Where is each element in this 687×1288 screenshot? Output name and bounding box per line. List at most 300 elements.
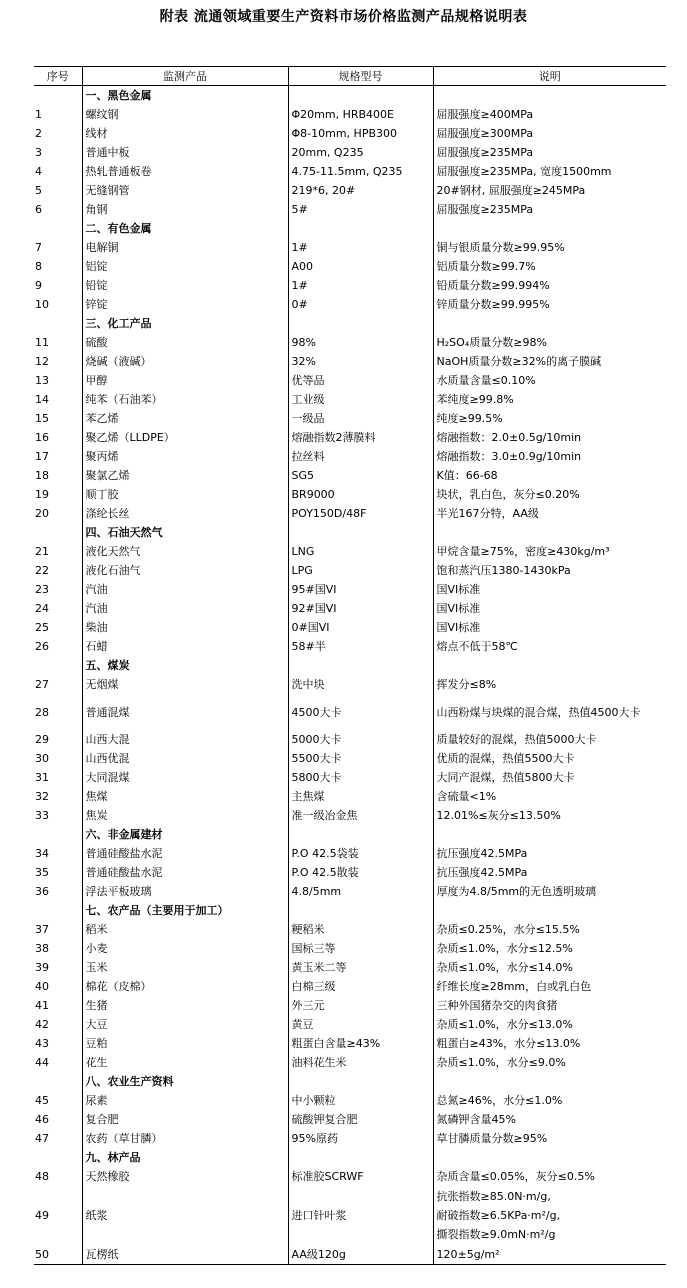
table-row [34, 409, 666, 428]
spec-cell: AA级120g [288, 1245, 433, 1265]
index-cell: 49 [35, 1209, 49, 1222]
table-row [34, 675, 666, 694]
table-row [34, 352, 666, 371]
description-cell: 120±5g/m² [433, 1245, 666, 1265]
product-cell: 普通硅酸盐水泥 [82, 863, 288, 882]
description-cell: 屈服强度≥400MPa [433, 105, 666, 124]
description-cell: 铝质量分数≥99.7% [433, 257, 666, 276]
category-row [34, 1072, 666, 1091]
product-cell: 豆粕 [82, 1034, 288, 1053]
spec-cell: 98% [288, 333, 433, 352]
product-cell: 电解铜 [82, 238, 288, 257]
product-cell: 涤纶长丝 [82, 504, 288, 523]
description-cell: 杂质≤1.0%，水分≤9.0% [433, 1053, 666, 1072]
spec-cell [288, 219, 433, 238]
index-cell: 27 [35, 678, 49, 691]
index-cell [34, 825, 82, 844]
table-row [34, 599, 666, 618]
description-cell: 熔融指数：2.0±0.5g/10min [433, 428, 666, 447]
description-cell: 杂质≤1.0%，水分≤14.0% [433, 958, 666, 977]
spec-cell [288, 656, 433, 675]
table-row [34, 1167, 666, 1186]
spec-cell: P.O 42.5袋装 [288, 844, 433, 863]
description-cell [433, 1148, 666, 1167]
index-cell: 9 [35, 279, 42, 292]
description-cell: 草甘膦质量分数≥95% [433, 1129, 666, 1148]
description-cell: 纯度≥99.5% [433, 409, 666, 428]
index-cell: 34 [35, 847, 49, 860]
product-cell: 聚氯乙烯 [82, 466, 288, 485]
description-cell: 20#钢材, 屈服强度≥245MPa [433, 181, 666, 200]
table-row [34, 768, 666, 787]
product-cell: 顺丁胶 [82, 485, 288, 504]
spec-cell: 219*6, 20# [288, 181, 433, 200]
table-row [34, 977, 666, 996]
category-row [34, 1148, 666, 1167]
table-row [34, 844, 666, 863]
table-row [34, 542, 666, 561]
index-cell: 8 [35, 260, 42, 273]
table-row [34, 181, 666, 200]
spec-cell [288, 86, 433, 106]
table-row [34, 1186, 666, 1245]
category-row [34, 219, 666, 238]
index-cell: 35 [35, 866, 49, 879]
table-row [34, 276, 666, 295]
spec-cell: 黄玉米二等 [288, 958, 433, 977]
product-cell: 螺纹钢 [82, 105, 288, 124]
index-cell: 41 [35, 999, 49, 1012]
description-cell: 杂质含量≤0.05%，灰分≤0.5% [433, 1167, 666, 1186]
product-cell: 生猪 [82, 996, 288, 1015]
spec-cell: 白棉三级 [288, 977, 433, 996]
description-cell [433, 219, 666, 238]
description-cell: 三种外国猪杂交的肉食猪 [433, 996, 666, 1015]
spec-cell [288, 901, 433, 920]
table-row [34, 561, 666, 580]
product-cell: 液化石油气 [82, 561, 288, 580]
index-cell: 43 [35, 1037, 49, 1050]
spec-cell: 1# [288, 276, 433, 295]
table-header-row [34, 67, 666, 86]
index-cell: 14 [35, 393, 49, 406]
description-cell: 屈服强度≥300MPa [433, 124, 666, 143]
table-row [34, 1053, 666, 1072]
spec-cell: 20mm, Q235 [288, 143, 433, 162]
index-cell: 42 [35, 1018, 49, 1031]
description-cell: 总氮≥46%，水分≤1.0% [433, 1091, 666, 1110]
index-cell: 31 [35, 771, 49, 784]
index-cell: 17 [35, 450, 49, 463]
product-cell: 聚乙烯（LLDPE） [82, 428, 288, 447]
spec-cell: 1# [288, 238, 433, 257]
description-cell: 锌质量分数≥99.995% [433, 295, 666, 314]
table-row [34, 730, 666, 749]
description-cell: 苯纯度≥99.8% [433, 390, 666, 409]
table-row [34, 637, 666, 656]
category-row [34, 825, 666, 844]
product-cell: 复合肥 [82, 1110, 288, 1129]
spec-cell: 5# [288, 200, 433, 219]
table-row [34, 806, 666, 825]
table-row [34, 390, 666, 409]
description-cell: 抗张指数≥85.0N·m/g, 耐破指数≥6.5KPa·m²/g, 撕裂指数≥9.0mN·m²/g [433, 1186, 666, 1245]
table-row [34, 200, 666, 219]
index-cell [34, 219, 82, 238]
table-row [34, 124, 666, 143]
description-cell: 屈服强度≥235MPa [433, 143, 666, 162]
product-cell: 烧碱（液碱） [82, 352, 288, 371]
spec-cell: 进口针叶浆 [288, 1186, 433, 1245]
spec-cell: LNG [288, 542, 433, 561]
index-cell: 32 [35, 790, 49, 803]
table-row [34, 1015, 666, 1034]
category-label: 九、林产品 [82, 1148, 288, 1167]
index-cell: 7 [35, 241, 42, 254]
spec-cell: 硫酸钾复合肥 [288, 1110, 433, 1129]
table-body [34, 86, 666, 1265]
index-cell [34, 1148, 82, 1167]
description-cell: 半光167分特，AA级 [433, 504, 666, 523]
spec-cell: 黄豆 [288, 1015, 433, 1034]
header-product: 监测产品 [82, 67, 288, 86]
index-cell: 25 [35, 621, 49, 634]
category-label: 八、农业生产资料 [82, 1072, 288, 1091]
index-cell [34, 314, 82, 333]
spec-cell [288, 825, 433, 844]
product-cell: 焦炭 [82, 806, 288, 825]
index-cell: 16 [35, 431, 49, 444]
spec-cell: 4500大卡 [288, 694, 433, 730]
index-cell: 15 [35, 412, 49, 425]
table-row [34, 996, 666, 1015]
index-cell: 24 [35, 602, 49, 615]
product-cell: 浮法平板玻璃 [82, 882, 288, 901]
spec-cell: 5000大卡 [288, 730, 433, 749]
table-row [34, 882, 666, 901]
description-cell: 抗压强度42.5MPa [433, 863, 666, 882]
description-cell: 屈服强度≥235MPa, 宽度1500mm [433, 162, 666, 181]
product-cell: 普通硅酸盐水泥 [82, 844, 288, 863]
table-row [34, 238, 666, 257]
index-cell: 2 [35, 127, 42, 140]
spec-cell: 32% [288, 352, 433, 371]
spec-cell: 中小颗粒 [288, 1091, 433, 1110]
product-cell: 铝锭 [82, 257, 288, 276]
index-cell: 44 [35, 1056, 49, 1069]
index-cell: 18 [35, 469, 49, 482]
spec-cell: 洗中块 [288, 675, 433, 694]
spec-cell: A00 [288, 257, 433, 276]
spec-cell: 工业级 [288, 390, 433, 409]
description-cell: 杂质≤1.0%，水分≤12.5% [433, 939, 666, 958]
index-cell: 50 [34, 1245, 82, 1265]
product-cell: 线材 [82, 124, 288, 143]
description-cell: 优质的混煤，热值5500大卡 [433, 749, 666, 768]
spec-cell: 0#国VI [288, 618, 433, 637]
spec-cell: 准一级冶金焦 [288, 806, 433, 825]
description-cell: 抗压强度42.5MPa [433, 844, 666, 863]
spec-cell: 4.8/5mm [288, 882, 433, 901]
spec-cell: 95%原药 [288, 1129, 433, 1148]
table-row [34, 787, 666, 806]
product-cell: 山西优混 [82, 749, 288, 768]
spec-cell: 优等品 [288, 371, 433, 390]
spec-cell: 92#国VI [288, 599, 433, 618]
spec-cell: 4.75-11.5mm, Q235 [288, 162, 433, 181]
product-cell: 纯苯（石油苯） [82, 390, 288, 409]
product-cell: 焦煤 [82, 787, 288, 806]
product-cell: 农药（草甘膦） [82, 1129, 288, 1148]
category-row [34, 314, 666, 333]
description-cell: 块状，乳白色，灰分≤0.20% [433, 485, 666, 504]
index-cell: 45 [35, 1094, 49, 1107]
table-row [34, 958, 666, 977]
table-row [34, 485, 666, 504]
description-cell: 粗蛋白≥43%，水分≤13.0% [433, 1034, 666, 1053]
product-cell: 铅锭 [82, 276, 288, 295]
table-row [34, 371, 666, 390]
spec-cell: LPG [288, 561, 433, 580]
table-row [34, 1129, 666, 1148]
product-cell: 热轧普通板卷 [82, 162, 288, 181]
spec-cell: 国标三等 [288, 939, 433, 958]
index-cell: 37 [35, 923, 49, 936]
spec-cell [288, 523, 433, 542]
index-cell: 36 [35, 885, 49, 898]
category-row [34, 901, 666, 920]
description-cell: 含硫量<1% [433, 787, 666, 806]
index-cell: 22 [35, 564, 49, 577]
spec-cell: 拉丝料 [288, 447, 433, 466]
spec-cell [288, 1072, 433, 1091]
product-cell: 角钢 [82, 200, 288, 219]
table-row [34, 428, 666, 447]
category-row [34, 523, 666, 542]
spec-cell: BR9000 [288, 485, 433, 504]
index-cell: 19 [35, 488, 49, 501]
table-row [34, 580, 666, 599]
description-cell [433, 314, 666, 333]
description-cell: 屈服强度≥235MPa [433, 200, 666, 219]
table-row [34, 694, 666, 730]
product-cell: 大同混煤 [82, 768, 288, 787]
product-cell: 硫酸 [82, 333, 288, 352]
index-cell: 13 [35, 374, 49, 387]
category-label: 二、有色金属 [82, 219, 288, 238]
index-cell: 48 [35, 1170, 49, 1183]
table-row [34, 863, 666, 882]
product-cell: 无缝钢管 [82, 181, 288, 200]
index-cell: 21 [35, 545, 49, 558]
table-row [34, 749, 666, 768]
description-cell: 挥发分≤8% [433, 675, 666, 694]
spec-table [34, 66, 666, 1265]
product-cell: 大豆 [82, 1015, 288, 1034]
index-cell: 39 [35, 961, 49, 974]
spec-cell: Φ20mm, HRB400E [288, 105, 433, 124]
product-cell: 石蜡 [82, 637, 288, 656]
description-cell: 纤维长度≥28mm，白或乳白色 [433, 977, 666, 996]
description-cell: K值：66-68 [433, 466, 666, 485]
index-cell: 20 [35, 507, 49, 520]
description-cell: 杂质≤1.0%，水分≤13.0% [433, 1015, 666, 1034]
spec-cell: 熔融指数2薄膜料 [288, 428, 433, 447]
description-cell: 氮磷钾含量45% [433, 1110, 666, 1129]
category-label: 六、非金属建材 [82, 825, 288, 844]
index-cell: 1 [35, 108, 42, 121]
product-cell: 瓦楞纸 [82, 1245, 288, 1265]
table-row [34, 1034, 666, 1053]
description-cell [433, 86, 666, 106]
description-cell: 山西粉煤与块煤的混合煤，热值4500大卡 [433, 694, 666, 730]
index-cell: 26 [35, 640, 49, 653]
table-row [34, 1110, 666, 1129]
product-cell: 纸浆 [82, 1186, 288, 1245]
index-cell: 6 [35, 203, 42, 216]
description-cell: 质量较好的混煤，热值5000大卡 [433, 730, 666, 749]
table-row [34, 257, 666, 276]
spec-cell: 一级品 [288, 409, 433, 428]
product-cell: 锌锭 [82, 295, 288, 314]
description-cell: 熔点不低于58℃ [433, 637, 666, 656]
description-cell: 杂质≤0.25%，水分≤15.5% [433, 920, 666, 939]
table-row [34, 504, 666, 523]
index-cell: 5 [35, 184, 42, 197]
table-row [34, 143, 666, 162]
product-cell: 玉米 [82, 958, 288, 977]
product-cell: 小麦 [82, 939, 288, 958]
description-cell: 大同产混煤，热值5800大卡 [433, 768, 666, 787]
table-row [34, 920, 666, 939]
spec-cell: 外三元 [288, 996, 433, 1015]
index-cell: 38 [35, 942, 49, 955]
product-cell: 汽油 [82, 599, 288, 618]
spec-cell: 油料花生米 [288, 1053, 433, 1072]
index-cell: 23 [35, 583, 49, 596]
table-row [34, 162, 666, 181]
description-cell: H₂SO₄质量分数≥98% [433, 333, 666, 352]
category-row [34, 86, 666, 106]
index-cell [34, 901, 82, 920]
spec-cell: 标准胶SCRWF [288, 1167, 433, 1186]
product-cell: 甲醇 [82, 371, 288, 390]
category-label: 四、石油天然气 [82, 523, 288, 542]
table-row [34, 447, 666, 466]
spec-cell [288, 1148, 433, 1167]
description-cell: 12.01%≤灰分≤13.50% [433, 806, 666, 825]
description-cell [433, 523, 666, 542]
table-row [34, 466, 666, 485]
description-cell: 熔融指数：3.0±0.9g/10min [433, 447, 666, 466]
spec-cell: 58#半 [288, 637, 433, 656]
index-cell: 3 [35, 146, 42, 159]
product-cell: 无烟煤 [82, 675, 288, 694]
description-cell: 饱和蒸汽压1380-1430kPa [433, 561, 666, 580]
header-spec: 规格型号 [288, 67, 433, 86]
spec-cell: 5500大卡 [288, 749, 433, 768]
header-description: 说明 [433, 67, 666, 86]
spec-cell: 粳稻米 [288, 920, 433, 939]
product-cell: 山西大混 [82, 730, 288, 749]
index-cell: 29 [35, 733, 49, 746]
spec-cell: POY150D/48F [288, 504, 433, 523]
header-index: 序号 [34, 67, 82, 86]
table-row [34, 939, 666, 958]
product-cell: 普通混煤 [82, 694, 288, 730]
product-cell: 稻米 [82, 920, 288, 939]
product-cell: 天然橡胶 [82, 1167, 288, 1186]
index-cell: 40 [35, 980, 49, 993]
spec-cell: 5800大卡 [288, 768, 433, 787]
product-cell: 花生 [82, 1053, 288, 1072]
index-cell: 47 [35, 1132, 49, 1145]
table-row [34, 618, 666, 637]
spec-cell: 95#国VI [288, 580, 433, 599]
category-label: 一、黑色金属 [82, 86, 288, 106]
spec-cell: 粗蛋白含量≥43% [288, 1034, 433, 1053]
description-cell: 国VI标准 [433, 618, 666, 637]
table-row [34, 333, 666, 352]
category-row [34, 656, 666, 675]
index-cell: 30 [35, 752, 49, 765]
product-cell: 尿素 [82, 1091, 288, 1110]
table-row [34, 105, 666, 124]
product-cell: 液化天然气 [82, 542, 288, 561]
table-row [34, 295, 666, 314]
product-cell: 普通中板 [82, 143, 288, 162]
spec-cell: P.O 42.5散装 [288, 863, 433, 882]
index-cell [34, 523, 82, 542]
description-cell [433, 656, 666, 675]
index-cell: 12 [35, 355, 49, 368]
description-cell: 铜与银质量分数≥99.95% [433, 238, 666, 257]
spec-cell: 0# [288, 295, 433, 314]
page-title: 附表 流通领域重要生产资料市场价格监测产品规格说明表 [159, 9, 528, 25]
category-label: 七、农产品（主要用于加工） [82, 901, 288, 920]
category-label: 三、化工产品 [82, 314, 288, 333]
index-cell [34, 86, 82, 106]
index-cell: 33 [35, 809, 49, 822]
description-cell: 国VI标准 [433, 580, 666, 599]
description-cell: 甲烷含量≥75%，密度≥430kg/m³ [433, 542, 666, 561]
spec-cell: SG5 [288, 466, 433, 485]
table-row [34, 1091, 666, 1110]
description-cell: 厚度为4.8/5mm的无色透明玻璃 [433, 882, 666, 901]
product-cell: 棉花（皮棉） [82, 977, 288, 996]
description-cell: 水质量含量≤0.10% [433, 371, 666, 390]
spec-cell: Φ8-10mm, HPB300 [288, 124, 433, 143]
index-cell [34, 1072, 82, 1091]
product-cell: 聚丙烯 [82, 447, 288, 466]
index-cell: 28 [35, 705, 49, 719]
index-cell: 11 [35, 336, 49, 349]
index-cell: 4 [35, 165, 42, 178]
description-cell [433, 1072, 666, 1091]
index-cell [34, 656, 82, 675]
description-cell: 国VI标准 [433, 599, 666, 618]
description-cell: 铅质量分数≥99.994% [433, 276, 666, 295]
table-row [34, 1245, 666, 1265]
spec-cell: 主焦煤 [288, 787, 433, 806]
category-label: 五、煤炭 [82, 656, 288, 675]
product-cell: 柴油 [82, 618, 288, 637]
description-cell [433, 825, 666, 844]
product-cell: 苯乙烯 [82, 409, 288, 428]
description-cell: NaOH质量分数≥32%的离子膜碱 [433, 352, 666, 371]
product-cell: 汽油 [82, 580, 288, 599]
index-cell: 46 [35, 1113, 49, 1126]
